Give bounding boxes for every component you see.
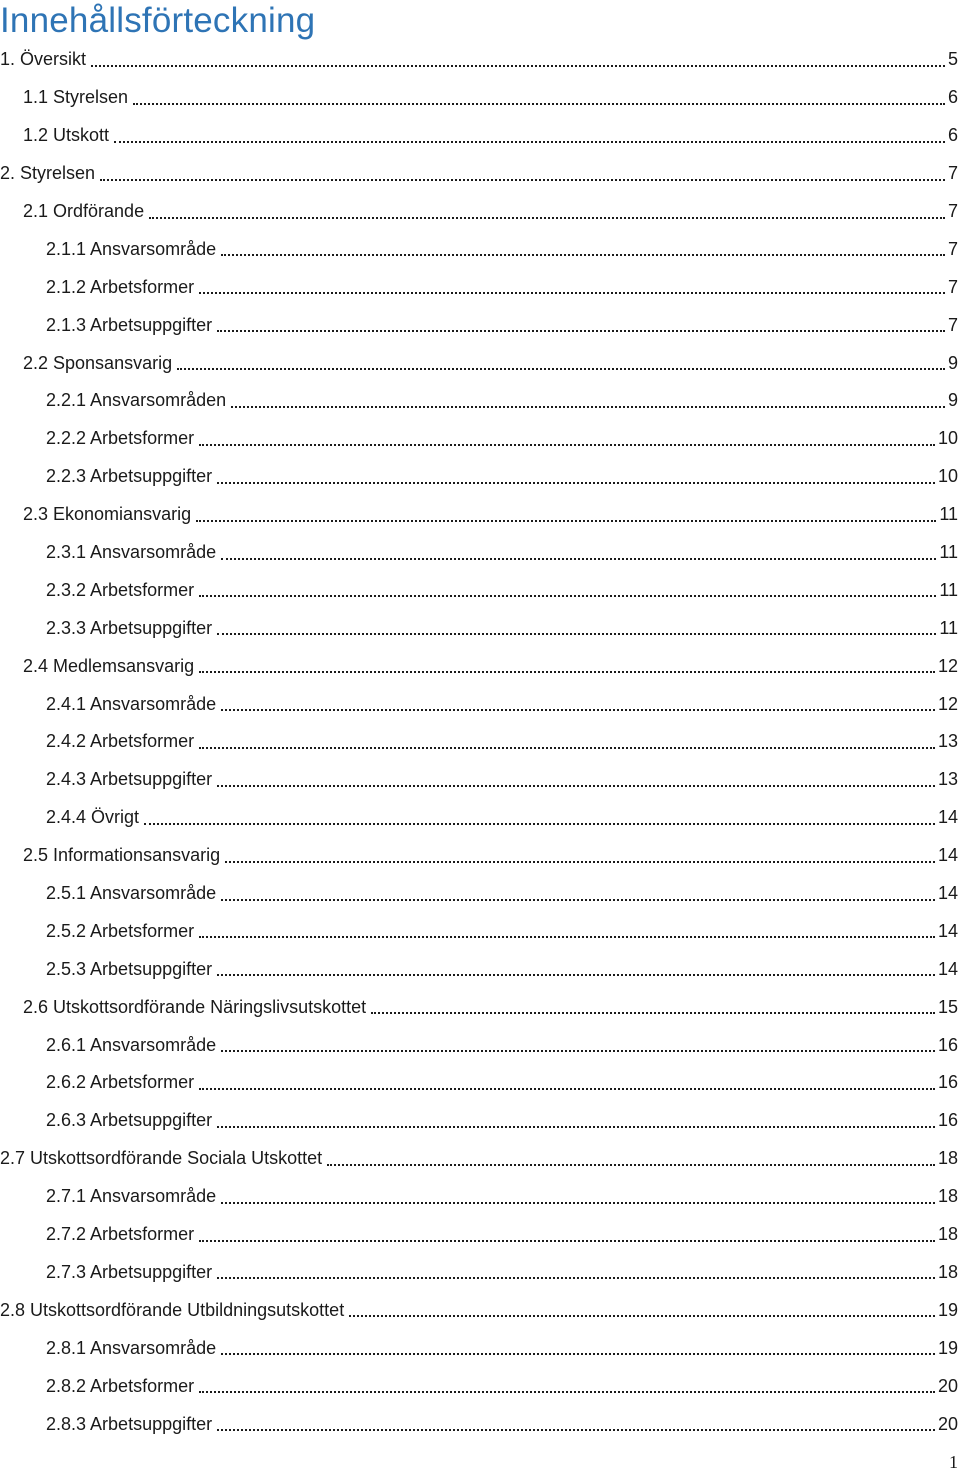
dot-leader bbox=[221, 1184, 935, 1204]
toc-entry-page-number: 18 bbox=[937, 1148, 958, 1169]
toc-entry-label: 2.3.3 Arbetsuppgifter bbox=[46, 617, 213, 638]
toc-entry-page-number: 7 bbox=[947, 201, 958, 221]
toc-entry-page-number: 18 bbox=[937, 1224, 958, 1245]
toc-entry-page-number: 7 bbox=[947, 238, 958, 259]
dot-leader bbox=[371, 994, 935, 1014]
toc-entry-page-number: 6 bbox=[947, 87, 958, 108]
table-of-contents bbox=[0, 41, 958, 1443]
toc-entry-label: 2.1.1 Ansvarsområde bbox=[46, 238, 217, 259]
toc-entry-label: 2.6.1 Ansvarsområde bbox=[46, 1034, 217, 1055]
toc-entry-page-number: 19 bbox=[937, 1299, 958, 1320]
toc-entry-label: 2.8.3 Arbetsuppgifter bbox=[46, 1413, 213, 1434]
toc-entry-label: 2.4.2 Arbetsformer bbox=[46, 731, 195, 752]
dot-leader bbox=[217, 1108, 935, 1128]
toc-entry-label: 1. Översikt bbox=[0, 49, 87, 70]
toc-entry[interactable] bbox=[0, 609, 958, 647]
toc-entry-page-number: 7 bbox=[947, 163, 958, 184]
toc-entry-label: 2.5.2 Arbetsformer bbox=[46, 920, 195, 941]
toc-entry[interactable] bbox=[0, 79, 958, 117]
toc-entry-label: 2.5 Informationsansvarig bbox=[23, 845, 221, 866]
toc-entry-label: 2.2 Sponsansvarig bbox=[23, 352, 173, 373]
toc-entry-label: 2.7.1 Ansvarsområde bbox=[46, 1186, 217, 1207]
dot-leader bbox=[217, 1259, 935, 1279]
dot-leader bbox=[349, 1297, 935, 1317]
toc-entry-page-number: 11 bbox=[939, 617, 958, 638]
toc-entry-page-number: 15 bbox=[937, 996, 958, 1017]
dot-leader bbox=[217, 956, 935, 976]
toc-entry-page-number: 11 bbox=[939, 504, 958, 525]
dot-leader bbox=[199, 577, 936, 597]
toc-entry-label: 2.2.2 Arbetsformer bbox=[46, 428, 195, 449]
toc-entry-label: 2.4 Medlemsansvarig bbox=[23, 655, 195, 676]
dot-leader bbox=[231, 388, 945, 408]
toc-entry[interactable] bbox=[0, 1140, 958, 1178]
toc-entry-page-number: 5 bbox=[947, 49, 958, 70]
toc-entry-label: 2.7.3 Arbetsuppgifter bbox=[46, 1261, 213, 1282]
dot-leader bbox=[221, 691, 935, 711]
dot-leader bbox=[149, 199, 945, 219]
toc-entry-page-number: 10 bbox=[937, 466, 958, 487]
toc-entry[interactable] bbox=[0, 950, 958, 988]
toc-entry-page-number: 14 bbox=[937, 807, 958, 828]
toc-entry-page-number: 9 bbox=[947, 352, 958, 373]
toc-entry[interactable] bbox=[0, 534, 958, 572]
toc-entry-label: 2.7 Utskottsordförande Sociala Utskottet bbox=[0, 1148, 323, 1169]
dot-leader bbox=[199, 1373, 935, 1393]
toc-entry-label: 2.2.3 Arbetsuppgifter bbox=[46, 466, 213, 487]
toc-entry[interactable] bbox=[0, 344, 958, 382]
toc-entry-page-number: 14 bbox=[937, 920, 958, 941]
toc-entry-page-number: 18 bbox=[937, 1186, 958, 1207]
toc-entry-label: 2.2.1 Ansvarsområden bbox=[46, 390, 227, 411]
toc-entry-page-number: 20 bbox=[937, 1413, 958, 1434]
toc-entry[interactable] bbox=[0, 382, 958, 420]
dot-leader bbox=[217, 312, 945, 332]
toc-entry[interactable] bbox=[0, 988, 958, 1026]
toc-entry-page-number: 7 bbox=[947, 314, 958, 335]
dot-leader bbox=[199, 1070, 935, 1090]
toc-entry[interactable] bbox=[0, 1405, 958, 1443]
toc-entry-label: 2.3 Ekonomiansvarig bbox=[23, 504, 192, 525]
dot-leader bbox=[225, 843, 935, 863]
toc-entry[interactable] bbox=[0, 420, 958, 458]
toc-entry-label: 2. Styrelsen bbox=[0, 163, 96, 184]
toc-entry[interactable] bbox=[0, 875, 958, 913]
toc-entry[interactable] bbox=[0, 1329, 958, 1367]
toc-entry[interactable] bbox=[0, 117, 958, 155]
dot-leader bbox=[217, 767, 935, 787]
toc-entry[interactable] bbox=[0, 1102, 958, 1140]
dot-leader bbox=[199, 1222, 935, 1242]
toc-entry-label: 2.1.3 Arbetsuppgifter bbox=[46, 314, 213, 335]
toc-entry-page-number: 7 bbox=[947, 276, 958, 297]
dot-leader bbox=[100, 161, 945, 181]
dot-leader bbox=[133, 85, 945, 105]
toc-entry-page-number: 19 bbox=[937, 1337, 958, 1358]
toc-entry-page-number: 10 bbox=[937, 428, 958, 449]
toc-entry-page-number: 14 bbox=[937, 958, 958, 979]
dot-leader bbox=[199, 918, 935, 938]
toc-entry[interactable] bbox=[0, 647, 958, 685]
toc-entry-page-number: 11 bbox=[939, 579, 958, 600]
toc-entry[interactable] bbox=[0, 912, 958, 950]
toc-entry-page-number: 14 bbox=[937, 883, 958, 904]
toc-entry-label: 2.4.3 Arbetsuppgifter bbox=[46, 769, 213, 790]
toc-entry-label: 2.8 Utskottsordförande Utbildningsutskottet bbox=[0, 1299, 345, 1320]
toc-entry[interactable] bbox=[0, 723, 958, 761]
toc-entry[interactable] bbox=[0, 496, 958, 534]
toc-entry[interactable] bbox=[0, 41, 958, 79]
toc-entry-page-number: 6 bbox=[947, 125, 958, 146]
toc-entry-label: 2.8.2 Arbetsformer bbox=[46, 1375, 195, 1396]
toc-entry[interactable] bbox=[0, 1367, 958, 1405]
toc-entry-page-number: 20 bbox=[937, 1375, 958, 1396]
toc-entry-page-number: 11 bbox=[939, 542, 958, 563]
toc-entry[interactable] bbox=[0, 837, 958, 875]
toc-entry-page-number: 12 bbox=[937, 655, 958, 676]
toc-entry-page-number: 16 bbox=[937, 1072, 958, 1093]
toc-entry-label: 1.1 Styrelsen bbox=[23, 87, 129, 108]
toc-entry[interactable] bbox=[0, 685, 958, 723]
toc-entry-page-number: 16 bbox=[937, 1034, 958, 1055]
dot-leader bbox=[114, 123, 945, 143]
toc-entry-label: 2.6 Utskottsordförande Näringslivsutskottet bbox=[23, 996, 367, 1017]
toc-entry[interactable] bbox=[0, 1291, 958, 1329]
toc-entry-page-number: 16 bbox=[937, 1110, 958, 1131]
toc-entry-page-number: 14 bbox=[937, 845, 958, 866]
dot-leader bbox=[221, 881, 935, 901]
dot-leader bbox=[217, 1411, 935, 1431]
toc-entry-label: 2.6.2 Arbetsformer bbox=[46, 1072, 195, 1093]
toc-entry-label: 2.4.4 Övrigt bbox=[46, 807, 140, 828]
toc-entry-label: 2.4.1 Ansvarsområde bbox=[46, 693, 217, 714]
dot-leader bbox=[221, 540, 936, 560]
toc-entry-label: 1.2 Utskott bbox=[23, 125, 110, 146]
toc-heading: Innehållsförteckning bbox=[0, 1, 316, 40]
toc-entry-label: 2.3.2 Arbetsformer bbox=[46, 579, 195, 600]
toc-entry-label: 2.7.2 Arbetsformer bbox=[46, 1224, 195, 1245]
toc-entry[interactable] bbox=[0, 1254, 958, 1292]
toc-entry-label: 2.3.1 Ansvarsområde bbox=[46, 542, 217, 563]
dot-leader bbox=[217, 464, 935, 484]
dot-leader bbox=[221, 236, 945, 256]
page-number: 1 bbox=[949, 1452, 958, 1472]
toc-entry-page-number: 13 bbox=[937, 731, 958, 752]
toc-entry[interactable] bbox=[0, 193, 958, 231]
dot-leader bbox=[144, 805, 935, 825]
toc-entry-label: 2.8.1 Ansvarsområde bbox=[46, 1337, 217, 1358]
toc-entry[interactable] bbox=[0, 458, 958, 496]
toc-entry[interactable] bbox=[0, 1178, 958, 1216]
toc-entry-label: 2.1 Ordförande bbox=[23, 201, 145, 221]
toc-entry-label: 2.1.2 Arbetsformer bbox=[46, 276, 195, 297]
dot-leader bbox=[199, 274, 945, 294]
toc-entry-page-number: 18 bbox=[937, 1261, 958, 1282]
dot-leader bbox=[199, 653, 935, 673]
toc-entry-page-number: 9 bbox=[947, 390, 958, 411]
toc-entry[interactable] bbox=[0, 1026, 958, 1064]
dot-leader bbox=[199, 729, 935, 749]
dot-leader bbox=[221, 1032, 935, 1052]
dot-leader bbox=[199, 426, 935, 446]
dot-leader bbox=[91, 47, 945, 67]
dot-leader bbox=[221, 1335, 935, 1355]
toc-entry[interactable] bbox=[0, 230, 958, 268]
dot-leader bbox=[196, 502, 936, 522]
toc-entry[interactable] bbox=[0, 1216, 958, 1254]
toc-entry[interactable] bbox=[0, 571, 958, 609]
toc-entry-page-number: 13 bbox=[937, 769, 958, 790]
toc-entry[interactable] bbox=[0, 306, 958, 344]
dot-leader bbox=[327, 1146, 935, 1166]
dot-leader bbox=[177, 350, 945, 370]
toc-entry[interactable] bbox=[0, 155, 958, 193]
toc-entry[interactable] bbox=[0, 1064, 958, 1102]
dot-leader bbox=[217, 615, 936, 635]
toc-entry-label: 2.6.3 Arbetsuppgifter bbox=[46, 1110, 213, 1131]
toc-entry-label: 2.5.3 Arbetsuppgifter bbox=[46, 958, 213, 979]
toc-entry[interactable] bbox=[0, 761, 958, 799]
toc-entry[interactable] bbox=[0, 268, 958, 306]
toc-entry-label: 2.5.1 Ansvarsområde bbox=[46, 883, 217, 904]
toc-entry[interactable] bbox=[0, 799, 958, 837]
toc-entry-page-number: 12 bbox=[937, 693, 958, 714]
